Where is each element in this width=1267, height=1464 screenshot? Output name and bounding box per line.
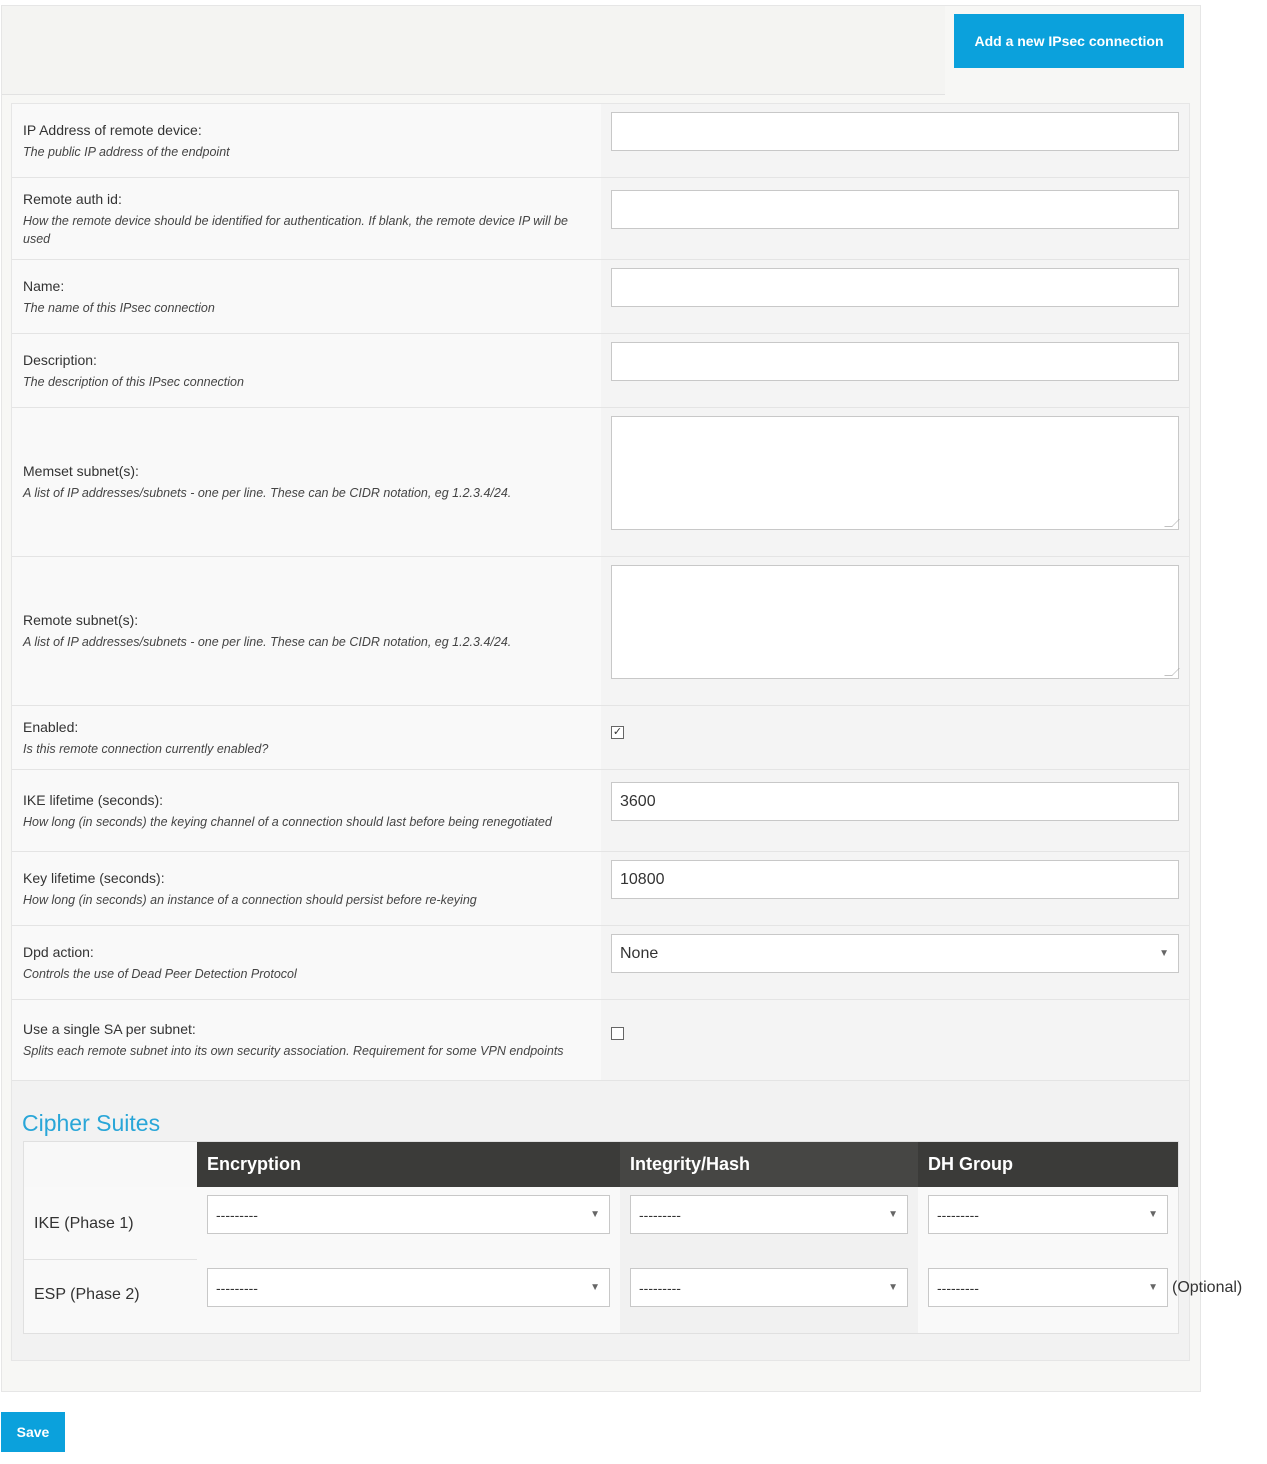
select-value: --------- (639, 1207, 681, 1223)
esp-dh-group-select[interactable] (928, 1268, 1168, 1307)
table-row-label-cell (24, 1187, 197, 1260)
single-sa-checkbox[interactable] (611, 1027, 624, 1040)
field-label-cell (12, 408, 601, 556)
memset-subnets-textarea[interactable] (611, 416, 1179, 530)
field-row-single-sa (12, 1000, 1189, 1081)
field-help: The public IP address of the endpoint (23, 144, 230, 159)
select-value: --------- (216, 1207, 258, 1223)
select-value: --------- (639, 1280, 681, 1296)
chevron-down-icon: ▼ (1159, 948, 1169, 959)
resize-handle-icon[interactable] (1164, 668, 1180, 676)
table-cell (918, 1187, 1178, 1260)
field-control-cell (601, 926, 1189, 999)
name-input[interactable] (611, 268, 1179, 307)
field-help: The description of this IPsec connection (23, 374, 244, 389)
field-row-enabled (12, 706, 1189, 770)
ike-encryption-select[interactable] (207, 1195, 610, 1234)
field-label: Dpd action: (23, 943, 94, 960)
field-control-cell (601, 334, 1189, 407)
column-header-dh-group: DH Group (918, 1142, 1178, 1187)
field-help: A list of IP addresses/subnets - one per line. These can be CIDR notation, eg 1.2.3.4/24. (23, 635, 512, 649)
field-row-dpd-action (12, 926, 1189, 1000)
field-label-cell (12, 104, 601, 177)
esp-encryption-select[interactable] (207, 1268, 610, 1307)
field-label: Memset subnet(s): (23, 463, 139, 479)
table-cell (197, 1260, 620, 1333)
field-label: Name: (23, 277, 65, 294)
field-label: Remote auth id: (23, 190, 122, 207)
field-label: Key lifetime (seconds): (23, 869, 165, 886)
chevron-down-icon: ▼ (1148, 1209, 1158, 1220)
add-ipsec-connection-button[interactable]: Add a new IPsec connection (954, 14, 1184, 68)
ike-dh-group-select[interactable] (928, 1195, 1168, 1234)
table-row-label-cell (24, 1260, 197, 1333)
field-row-remote-auth-id (12, 178, 1189, 260)
chevron-down-icon: ▼ (888, 1209, 898, 1220)
dpd-action-select[interactable] (611, 934, 1179, 973)
field-label-cell (12, 260, 601, 333)
field-control-cell (601, 557, 1189, 705)
field-row-remote-subnets (12, 557, 1189, 706)
optional-note: (Optional) (1172, 1279, 1243, 1296)
field-help: How long (in seconds) an instance of a connection should persist before re-keying (23, 892, 477, 907)
remote-subnets-textarea[interactable] (611, 565, 1179, 679)
field-control-cell (601, 178, 1189, 259)
field-help: A list of IP addresses/subnets - one per line. These can be CIDR notation, eg 1.2.3.4/24. (23, 486, 512, 500)
field-control-cell (601, 1000, 1189, 1080)
table-cell (620, 1187, 918, 1260)
ike-integrity-select[interactable] (630, 1195, 908, 1234)
column-header-integrity: Integrity/Hash (620, 1142, 918, 1187)
field-label-cell (12, 926, 601, 999)
field-label-cell (12, 334, 601, 407)
field-control-cell (601, 706, 1189, 769)
field-label: Use a single SA per subnet: (23, 1021, 196, 1037)
row-label-esp: ESP (Phase 2) (34, 1286, 140, 1303)
chevron-down-icon: ▼ (590, 1209, 600, 1220)
field-row-key-lifetime (12, 852, 1189, 926)
dpd-action-value: None (620, 945, 659, 962)
field-control-cell (601, 260, 1189, 333)
field-help: How the remote device should be identified for authentication. If blank, the remote device IP will be used (23, 213, 568, 246)
field-row-ip-address (12, 104, 1189, 178)
field-label: Description: (23, 351, 97, 368)
field-row-memset-subnets (12, 408, 1189, 557)
resize-handle-icon[interactable] (1164, 519, 1180, 527)
esp-integrity-select[interactable] (630, 1268, 908, 1307)
field-help: Controls the use of Dead Peer Detection Protocol (23, 966, 297, 981)
description-input[interactable] (611, 342, 1179, 381)
field-row-ike-lifetime (12, 770, 1189, 852)
field-label: IP Address of remote device: (23, 121, 202, 138)
field-label: IKE lifetime (seconds): (23, 791, 164, 808)
field-control-cell (601, 852, 1189, 925)
chevron-down-icon: ▼ (1148, 1282, 1158, 1293)
field-row-name (12, 260, 1189, 334)
field-help: The name of this IPsec connection (23, 300, 215, 315)
key-lifetime-input[interactable]: 10800 (611, 860, 1179, 899)
table-cell (918, 1260, 1178, 1333)
field-control-cell (601, 408, 1189, 556)
field-row-description (12, 334, 1189, 408)
select-value: --------- (216, 1280, 258, 1296)
field-label-cell (12, 178, 601, 259)
select-value: --------- (937, 1207, 979, 1223)
chevron-down-icon: ▼ (590, 1282, 600, 1293)
remote-auth-id-input[interactable] (611, 190, 1179, 229)
select-value: --------- (937, 1280, 979, 1296)
row-label-ike: IKE (Phase 1) (34, 1215, 134, 1232)
column-header-encryption: Encryption (197, 1142, 620, 1187)
cipher-suites-table (23, 1141, 1179, 1334)
enabled-checkbox[interactable]: ✓ (612, 726, 623, 738)
chevron-down-icon: ▼ (888, 1282, 898, 1293)
field-control-cell (601, 104, 1189, 177)
field-help: Is this remote connection currently enabled? (23, 741, 269, 756)
ike-lifetime-input[interactable]: 3600 (611, 782, 1179, 821)
field-control-cell (601, 770, 1189, 851)
field-label-cell (12, 852, 601, 925)
field-label: Enabled: (23, 718, 79, 735)
save-button[interactable]: Save (1, 1412, 65, 1452)
field-label-cell (12, 706, 601, 769)
field-label: Remote subnet(s): (23, 612, 139, 628)
ip-address-input[interactable] (611, 112, 1179, 151)
field-help: Splits each remote subnet into its own security association. Requirement for some VPN endpoints (23, 1044, 564, 1058)
table-cell (197, 1187, 620, 1260)
table-cell (620, 1260, 918, 1333)
cipher-suites-title: Cipher Suites (22, 1110, 161, 1136)
table-header-blank (24, 1142, 197, 1187)
field-help: How long (in seconds) the keying channel of a connection should last before being renegotiated (23, 814, 552, 829)
field-label-cell (12, 1000, 601, 1080)
field-label-cell (12, 770, 601, 851)
field-label-cell (12, 557, 601, 705)
header-bar (2, 6, 945, 95)
